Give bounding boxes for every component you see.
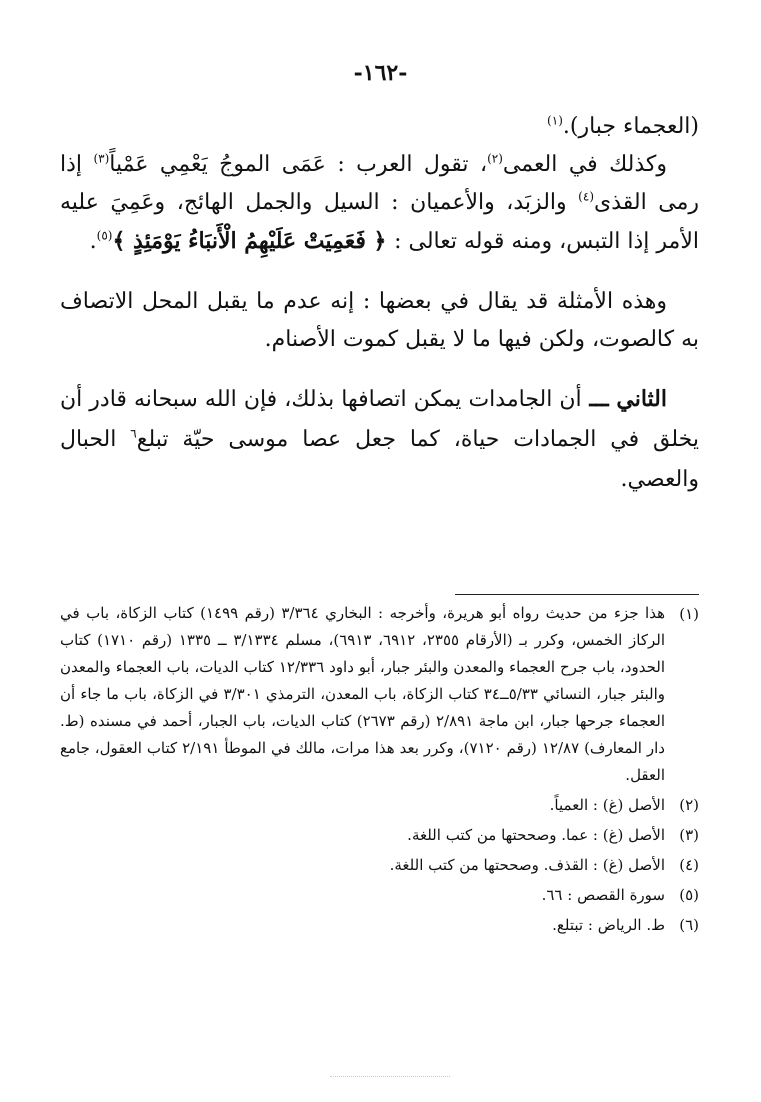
footnote-separator xyxy=(455,594,699,595)
footnote-number: (٥) xyxy=(679,886,699,904)
page-number: -١٦٢- xyxy=(353,60,408,86)
footnote-text: الأصل (غ) : عما. وصححتها من كتب اللغة. xyxy=(407,826,665,844)
paragraph-2-end: . xyxy=(89,229,97,254)
scan-artifact xyxy=(330,1076,450,1077)
paragraph-2-text-c: إذا رمى القذى xyxy=(60,152,699,215)
paragraph-3: وهذه الأمثلة قد يقال في بعضها : إنه عدم ما يقبل المحل الاتصاف به كالصوت، ولكن فيها ما لا يقبل كموت الأصنام. xyxy=(60,289,699,352)
heading-dash: ـــ xyxy=(581,386,617,412)
footnote-text: سورة القصص : ٦٦. xyxy=(541,886,665,904)
footnote-ref-1: (١) xyxy=(547,113,563,128)
footnote-ref-5: (٥) xyxy=(96,228,113,243)
footnote-ref-4: (٤) xyxy=(578,189,594,204)
footnote-2 xyxy=(60,791,699,819)
paragraph-4 xyxy=(60,379,699,500)
main-text xyxy=(60,108,699,500)
footnote-number: (٦) xyxy=(679,916,699,934)
paragraph-1-text: (العجماء جبار). xyxy=(562,114,699,139)
footnote-4 xyxy=(60,851,699,879)
footnote-5 xyxy=(60,881,699,909)
paragraph-1 xyxy=(60,108,699,146)
footnote-3 xyxy=(60,821,699,849)
paragraph-4-text-a: أن الجامدات يمكن اتصافها بذلك، فإن الله سبحانه قادر أن يخلق في الجمادات حياة، كما جعل عصا موسى حيّة تبلع xyxy=(60,387,699,452)
footnote-number: (١) xyxy=(679,605,699,623)
footnote-text: هذا جزء من حديث رواه أبو هريرة، وأخرجه : البخاري ٣/٣٦٤ (رقم ١٤٩٩) كتاب الزكاة، باب في الركاز الخمس، وكرر بـ (الأرقام ٢٣٥٥، ٦٩١٢، ٦٩١٣)، مسلم ٣/١٣٣٤ ــ ١٣٣٥ (رقم ١٧١٠) كتاب الحدود، باب جرح العجماء والمعدن والبئر جبار، أبو داود ١٢/٣٣٦ كتاب الديات، باب العجماء والمعدن والبئر جبار، النسائي ٥/٣٣ــ٣٤ كتاب الزكاة، باب المعدن، الترمذي ٣/٣٠١ في الزكاة، باب ما جاء أن العجماء جرحها جبار، ابن ماجة ٢/٨٩١ (رقم ٢٦٧٣) كتاب الديات، باب الجبار، أحمد في مسنده (ط. دار المعارف) ١٢/٨٧ (رقم ٧١٢٠)، وكرر بعد هذا مرات، مالك في الموطأ ٢/١٩١ كتاب العقول، جامع العقل. xyxy=(60,604,666,784)
paragraph-2-text-a: وكذلك في العمى xyxy=(502,152,668,177)
footnote-text: ط. الرياض : تبتلع. xyxy=(552,916,665,934)
footnote-number: (٣) xyxy=(679,826,699,844)
paragraph-2-text-b: ، تقول العرب : عَمَى الموجُ يَعْمِي عَمْياً xyxy=(109,152,488,177)
footnote-6 xyxy=(60,911,699,939)
footnote-text: الأصل (غ) : العمياً. xyxy=(549,796,665,814)
paragraph-2 xyxy=(60,146,699,261)
paragraph-2-text-d: والزبَد، والأعميان : السيل والجمل الهائج، وعَمِيَ عليه الأمر إذا التبس، ومنه قوله تعالى : xyxy=(60,190,699,254)
quran-verse: ﴿ فَعَمِيَتْ عَلَيْهِمُ الْأَنبَاءُ يَوْمَئِذٍ ﴾ xyxy=(112,228,395,254)
paragraph-4-text-b: الحبال والعصي. xyxy=(60,427,699,492)
footnote-text: الأصل (غ) : القذف. وصححتها من كتب اللغة. xyxy=(389,856,665,874)
footnote-1 xyxy=(60,600,699,789)
footnote-number: (٢) xyxy=(679,796,699,814)
footnotes xyxy=(60,600,699,939)
section-heading-second: الثاني xyxy=(616,386,667,412)
footnote-ref-2: (٢) xyxy=(487,151,503,166)
footnote-ref-3: (٣) xyxy=(93,151,110,166)
footnote-ref-6: ٦ xyxy=(130,426,137,441)
footnote-number: (٤) xyxy=(679,856,699,874)
